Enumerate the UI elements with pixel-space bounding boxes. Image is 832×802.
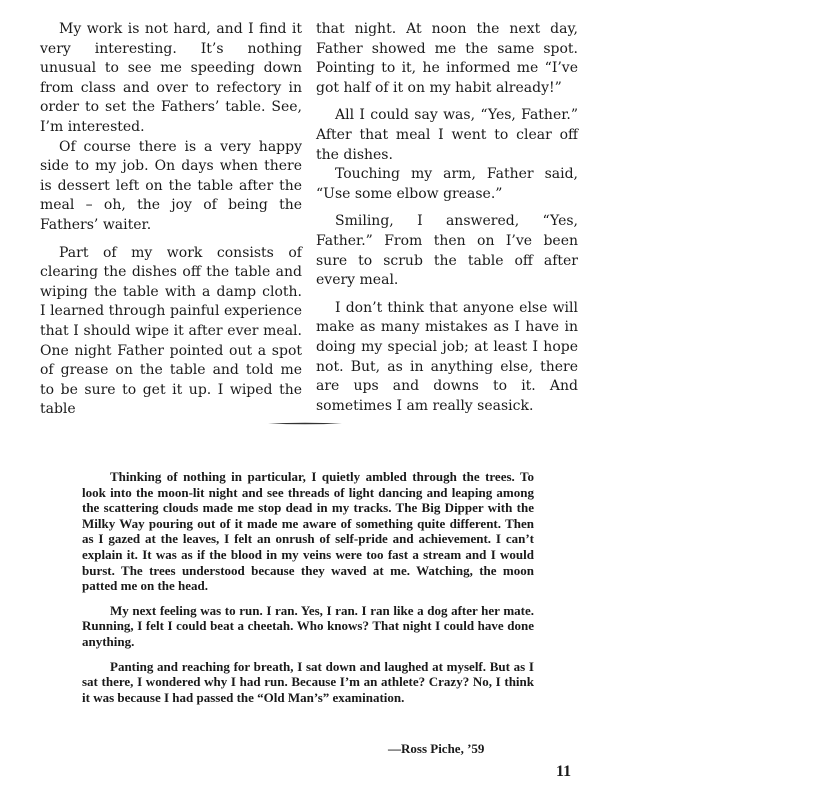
essay-paragraph-1: Thinking of nothing in particular, I quietly ambled through the trees. To look into the moon-lit night and see threads of light dancing and leaping among the scattering clouds made me stop dead in my tracks. The Big Dipper with the Milky Way pouring out of it made me aware of something quite different. Then as I gazed at the leaves, I felt an onrush of self-pride and achievement. I can’t explain it. It was as if the blood in my veins were too fast a stream and I would burst. The trees understood because they waved at me. Watching, the moon patted me on the head. xyxy=(82,469,534,594)
ornamental-divider xyxy=(268,422,342,425)
author-byline: —Ross Piche, ’59 xyxy=(388,741,485,756)
left-column xyxy=(40,20,302,420)
left-paragraph-3: Part of my work consists of clearing the dishes off the table and wiping the table with a damp cloth. I learned through painful experience that I should wipe it after ever meal. One night Father pointed out a spot of grease on the table and told me to be sure to get it up. I wiped the table xyxy=(40,244,302,418)
essay-block xyxy=(82,469,534,705)
right-paragraph-1: that night. At noon the next day, Father showed me the same spot. Pointing to it, he informed me “I’ve got half of it on my habit already!” xyxy=(316,21,578,96)
page-number: 11 xyxy=(556,763,572,780)
right-paragraph-5: I don’t think that anyone else will make as many mistakes as I have in doing my special job; at least I hope not. But, as in anything else, there are ups and downs to it. And sometimes I am really seasick. xyxy=(316,299,578,414)
right-paragraph-3: Touching my arm, Father said, “Use some elbow grease.” xyxy=(316,166,578,202)
essay-paragraph-3: Panting and reaching for breath, I sat down and laughed at myself. But as I sat there, I wondered why I had run. Because I’m an athlete? Crazy? No, I think it was because I had passed the “Old Man’s” examination. xyxy=(82,658,534,705)
right-column xyxy=(316,20,578,416)
right-paragraph-2: All I could say was, “Yes, Father.” After that meal I went to clear off the dishes. xyxy=(316,107,578,163)
essay-paragraph-2: My next feeling was to run. I ran. Yes, I ran. I ran like a dog after her mate. Running, I felt I could beat a cheetah. Who knows? That night I could have done anything. xyxy=(82,602,534,649)
left-paragraph-1: My work is not hard, and I find it very interesting. It’s nothing unusual to see me speeding down from class and over to refectory in order to set the Fathers’ table. See, I’m interested. xyxy=(40,21,302,135)
left-paragraph-2: Of course there is a very happy side to my job. On days when there is dessert left on the table after the meal – oh, the joy of being the Fathers’ waiter. xyxy=(40,138,302,233)
right-paragraph-4: Smiling, I answered, “Yes, Father.” From then on I’ve been sure to scrub the table off after every meal. xyxy=(316,213,578,289)
